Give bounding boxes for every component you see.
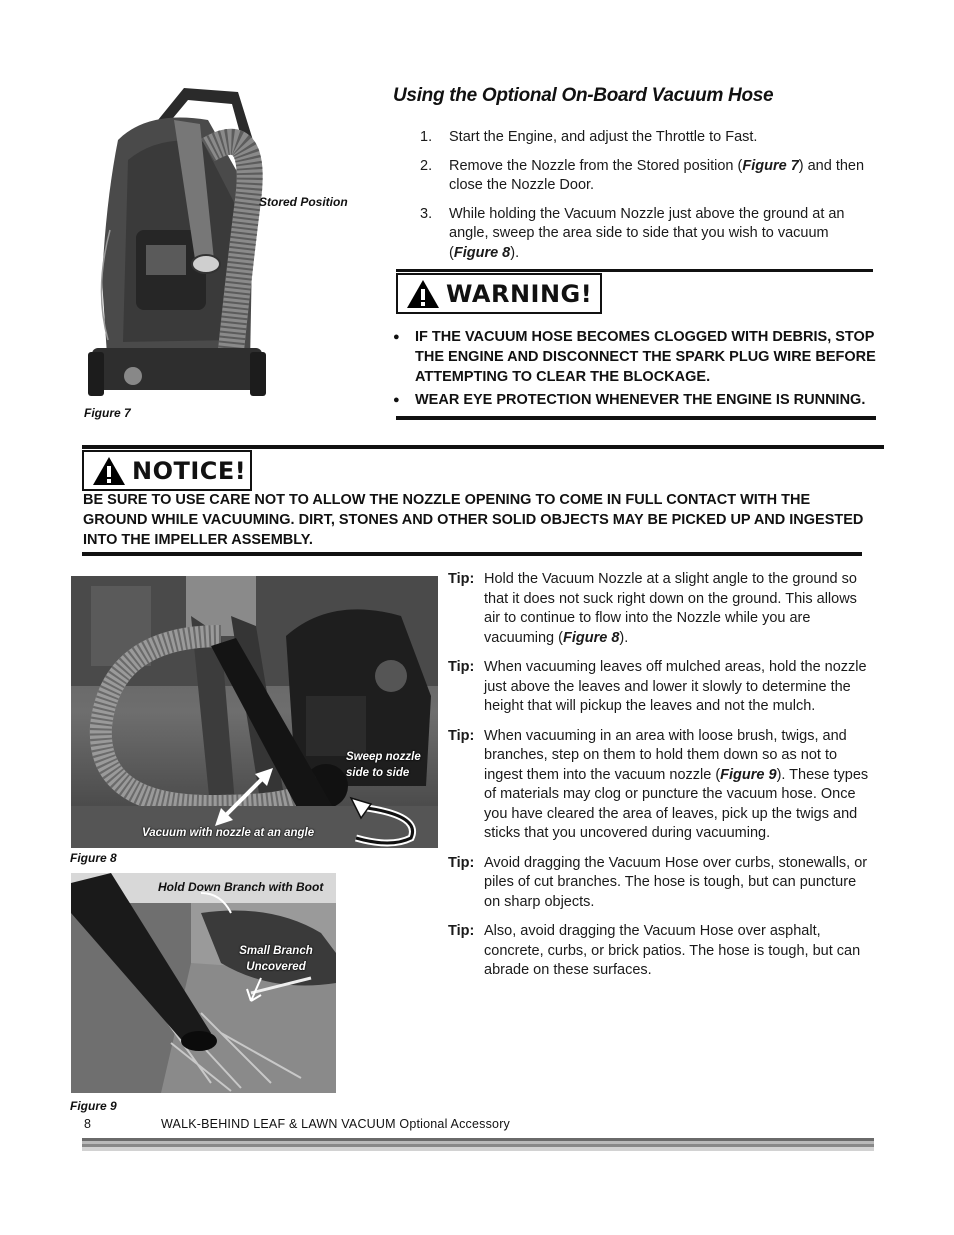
- warning-list: [392, 327, 882, 413]
- figure-8-angle-label: Vacuum with nozzle at an angle: [142, 827, 315, 839]
- step-item: 1. Start the Engine, and adjust the Throttle to Fast.: [420, 129, 758, 145]
- tips-list: [448, 570, 873, 991]
- figure-9-boot-label: Hold Down Branch with Boot: [158, 880, 324, 894]
- warning-bottom-rule: [396, 416, 876, 420]
- figure-9-branch-label: Small Branch Uncovered: [239, 945, 313, 973]
- footer-text: WALK-BEHIND LEAF & LAWN VACUUM Optional Accessory: [161, 1117, 511, 1131]
- figure-reference: Figure 9: [720, 766, 777, 783]
- warning-signal-box: [396, 273, 602, 314]
- figure-9-photo: [71, 873, 336, 1093]
- footer-band: [82, 1138, 874, 1151]
- bullet-icon: ●: [393, 394, 400, 406]
- page-number: 8: [84, 1117, 91, 1131]
- warning-item: ● IF THE VACUUM HOSE BECOMES CLOGGED WITH DEBRIS, STOP THE ENGINE AND DISCONNECT THE SPARK PLUG WIRE BEFORE ATTEMPTING TO CLEAR THE BLOCKAGE.: [393, 329, 876, 385]
- figure-8-caption: Figure 8: [70, 851, 117, 865]
- figure-9-caption: Figure 9: [70, 1099, 117, 1113]
- figure-8-sweep-label: Sweep nozzle side to side: [346, 751, 421, 779]
- notice-text: BE SURE TO USE CARE NOT TO ALLOW THE NOZZLE OPENING TO COME IN FULL CONTACT WITH THE GROUND WHILE VACUUMING. DIRT, STONES AND OTHER SOLID OBJECTS MAY BE PICKED UP AND INGESTED INTO THE IMPELLER ASSEMBLY.: [83, 492, 864, 548]
- figure-8-photo: [71, 576, 438, 848]
- tip-item: Tip: Also, avoid dragging the Vacuum Hose over asphalt, concrete, curbs, or brick patios. The hose is tough, but can abrade on these surfaces.: [448, 923, 861, 978]
- notice-bottom-rule: [82, 552, 862, 556]
- tip-item: Tip: When vacuuming leaves off mulched areas, hold the nozzle just above the leaves and lower it slowly to determine the height that will pickup the leaves and not the mulch.: [448, 659, 867, 714]
- notice-top-rule: [82, 445, 884, 449]
- tip-item: Tip: Hold the Vacuum Nozzle at a slight angle to the ground so that it does not suck right down on the ground. This allows air to continue to flow into the Nozzle while you are vacuuming (Figure 8).: [448, 571, 857, 646]
- warning-label: WARNING!: [446, 279, 593, 308]
- warning-item: ● WEAR EYE PROTECTION WHENEVER THE ENGINE IS RUNNING.: [393, 392, 866, 408]
- figure-7-label: Stored Position: [259, 195, 348, 209]
- warning-top-rule: [396, 269, 873, 272]
- notice-label: NOTICE!: [132, 456, 247, 485]
- figure-7-photo: [88, 80, 266, 400]
- figure-reference: Figure 8: [562, 629, 620, 646]
- figure-7-caption: Figure 7: [84, 406, 131, 420]
- notice-signal-box: [82, 450, 252, 491]
- warning-icon: [406, 278, 440, 310]
- section-title: Using the Optional On-Board Vacuum Hose: [393, 85, 774, 106]
- figure-reference: Figure 8: [453, 244, 511, 261]
- step-item: 3. While holding the Vacuum Nozzle just above the ground at an angle, sweep the area side to side that you wish to vacuum (Figure 8).: [420, 205, 845, 261]
- figure-reference: Figure 7: [742, 157, 799, 174]
- notice-icon: [92, 455, 126, 487]
- step-item: 2. Remove the Nozzle from the Stored position (Figure 7) and then close the Nozzle Door.: [420, 157, 865, 193]
- steps-list: [420, 128, 870, 272]
- tip-item: Tip: Avoid dragging the Vacuum Hose over curbs, stonewalls, or piles of cut branches. The hose is tough, but can puncture on sharp objects.: [448, 854, 868, 910]
- tip-item: Tip: When vacuuming in an area with loose brush, twigs, and branches, step on them to hold them down so as not to ingest them into the vacuum nozzle (Figure 9). These types of materials may clog or puncture the vacuum hose. Once you have cleared the area of leaves, pick up the twigs and sticks that you uncovered during vacuuming.: [448, 727, 869, 841]
- bullet-icon: ●: [393, 331, 400, 343]
